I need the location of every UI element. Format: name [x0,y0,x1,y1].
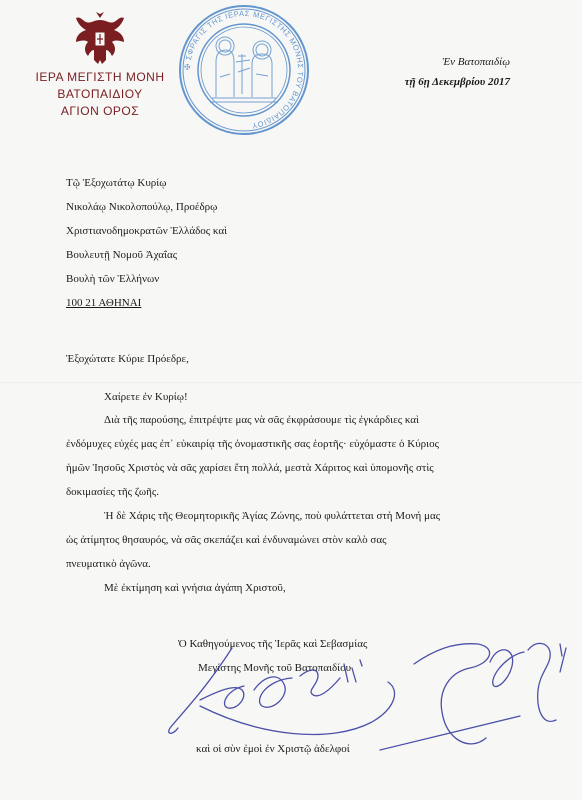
body-line-7: πνευματικὸ ἀγῶνα. [66,558,151,570]
monastery-seal-stamp [176,2,312,138]
address-line-2: Νικολάῳ Νικολοπούλῳ, Προέδρῳ [66,201,218,213]
signatory-title-1: Ὁ Καθηγούμενος τῆς Ἱερᾶς καὶ Σεβασμίας [178,638,368,650]
body-line-1: Διὰ τῆς παρούσης, ἐπιτρέψτε μας νὰ σᾶς ἐκφράσουμε τὶς ἐγκάρδιες καὶ [104,414,420,426]
seal-ring-text: ✠ ΣΦΡΑΓΙΣ ΤΗΣ ΙΕΡΑΣ ΜΕΓΙΣΤΗΣ ΜΟΝΗΣ ΤΟΥ ΒΑΤΟΠΑΙΔΙΟΥ [182,8,306,131]
body-line-4: δοκιμασίες τῆς ζωῆς. [66,486,159,498]
address-line-5: Βουλὴ τῶν Ἑλλήνων [66,273,160,285]
signatory-title-2: Μεγίστης Μονῆς τοῦ Βατοπαιδίου [198,662,352,674]
letterhead-line3: ΑΓΙΟΝ ΟΡΟΣ [60,104,140,118]
address-postcode: 100 21 ΑΘΗΝΑΙ [66,297,142,309]
closing-line: Μὲ ἐκτίμηση καὶ γνήσια ἀγάπη Χριστοῦ, [104,582,286,594]
greeting: Χαίρετε ἐν Κυρίῳ! [104,391,188,403]
body-line-3: ἡμῶν Ἰησοῦς Χριστὸς νὰ σᾶς χαρίσει ἔτη πολλά, μεστὰ Χάριτος καὶ ὑπομονῆς στὶς [66,462,434,474]
body-line-6: ὡς ἀτίμητος θησαυρός, νὰ σᾶς σκεπάζει καὶ ἐνδυναμώνει στὸν καλὸ σας [66,534,387,546]
double-headed-eagle-crest-icon [74,10,126,68]
letterhead-line1: ΙΕΡΑ ΜΕΓΙΣΤΗ ΜΟΝΗ [35,70,165,84]
body-line-2: ἐνδόμυχες εὐχές μας ἐπ᾽ εὐκαιρίᾳ τῆς ὀνομαστικῆς σας ἑορτῆς· εὐχόμαστε ὁ Κύριος [66,438,439,450]
salutation: Ἐξοχώτατε Κύριε Πρόεδρε, [66,353,189,365]
address-line-4: Βουλευτῇ Νομοῦ Ἀχαΐας [66,249,178,261]
paper-fold [0,382,582,383]
address-line-3: Χριστιανοδημοκρατῶν Ἑλλάδος καὶ [66,225,228,237]
address-line-1: Τῷ Ἐξοχωτάτῳ Κυρίῳ [66,177,167,189]
letterhead-line2: ΒΑΤΟΠΑΙΔΙΟΥ [57,87,143,101]
letter-date: τῇ 6ῃ Δεκεμβρίου 2017 [404,76,510,88]
body-line-5: Ἡ δὲ Χάρις τῆς Θεομητορικῆς Ἁγίας Ζώνης, ποὺ φυλάττεται στὴ Μονή μας [104,510,441,522]
letter-place: Ἐν Βατοπαιδίῳ [442,56,510,68]
signatory-brotherhood: καὶ οἱ σὺν ἐμοὶ ἐν Χριστῷ ἀδελφοί [196,743,350,755]
